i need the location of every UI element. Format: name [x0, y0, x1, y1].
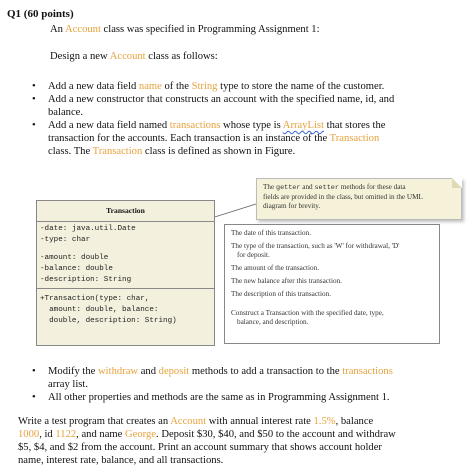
uml-field-spacer [40, 246, 211, 253]
uml-description: Construct a Transaction with the specified date, type, [231, 309, 384, 317]
uml-field: -date: java.util.Date [40, 225, 136, 233]
modification-list [32, 365, 464, 404]
uml-method: amount: double, balance: [40, 306, 159, 314]
note-fold-icon [452, 178, 462, 188]
uml-description: The type of the transaction, such as 'W' for withdrawal, 'D' [231, 242, 400, 250]
list-item: • Add a new constructor that constructs an account with the specified name, id, and balance. [32, 94, 395, 118]
uml-description: The date of this transaction. [231, 229, 312, 237]
requirements-list [32, 80, 464, 158]
uml-method: double, description: String) [40, 317, 177, 325]
test-program-paragraph: Write a test program that creates an Account with annual interest rate 1.5%, balance 1000, id 1122, and name George. Deposit $30, $40, and $50 to the account and withdraw $5, $4, and $2 from the account. Print an account summary that shows account holder name, interest rate, balance, and all transactions. [18, 416, 396, 466]
uml-field: -amount: double [40, 254, 109, 262]
uml-class-name: Transaction [37, 201, 214, 222]
uml-description-box [224, 224, 440, 344]
list-item: • Add a new data field named transactions whose type is ArrayList that stores the transaction for the accounts. Each transaction is an instance of the Transaction class. The Transaction class is defined as shown in Figure. [32, 120, 386, 157]
uml-method: +Transaction(type: char, [40, 295, 150, 303]
uml-note: The getter and setter methods for these data fields are provided in the class, but omitted in the UML diagram for brevity. [256, 178, 462, 220]
uml-field: -description: String [40, 276, 132, 284]
intro-line: An Account class was specified in Programming Assignment 1: [50, 24, 320, 35]
uml-fields [37, 222, 214, 289]
uml-field: -balance: double [40, 265, 113, 273]
list-item: • Add a new data field name of the String type to store the name of the customer. [32, 81, 385, 92]
uml-description: The new balance after this transaction. [231, 277, 342, 285]
uml-class-box [36, 200, 215, 346]
uml-methods [37, 289, 214, 329]
design-line: Design a new Account class as follows: [50, 51, 218, 62]
list-item: • All other properties and methods are the same as in Programming Assignment 1. [32, 392, 390, 403]
uml-description: for deposit. [237, 251, 270, 259]
uml-field: -type: char [40, 236, 91, 244]
uml-figure [36, 178, 440, 348]
uml-description: The description of this transaction. [231, 290, 332, 298]
question-title: Q1 (60 points) [7, 8, 74, 20]
uml-description: balance, and description. [237, 318, 309, 326]
list-item: • Modify the withdraw and deposit methods to add a transaction to the transactions array list. [32, 366, 393, 390]
uml-description: The amount of the transaction. [231, 264, 320, 272]
